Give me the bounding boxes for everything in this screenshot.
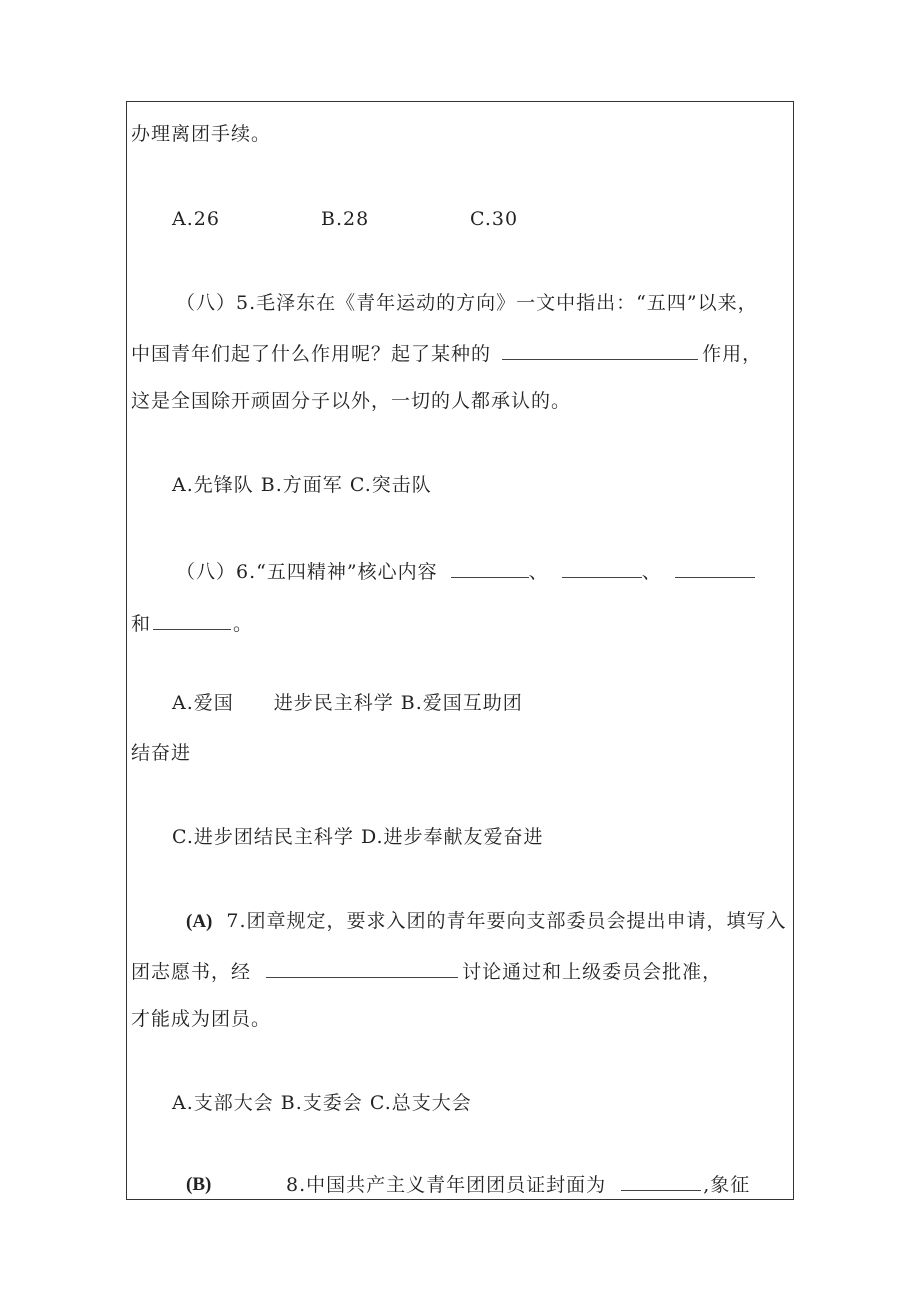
q7-line2-text: 团志愿书，经 [131,961,252,983]
q4-tail: 办理离团手续。 [131,123,272,145]
q6-blank-1 [451,559,529,578]
q6-prefix: （八） [176,561,237,583]
q8-tail: ,象征 [703,1174,751,1196]
q6-option-a-rest: 进步民主科学 B.爱国互助团 [273,692,523,714]
q6-line2-tail: 。 [233,613,254,635]
q5-line1 [176,291,758,315]
q8-line1 [186,1172,211,1197]
q6-line2 [131,611,253,636]
q5-prefix: （八） [176,292,237,314]
q8-answer: (B) [186,1174,212,1195]
q6-separator: 、 [641,561,662,583]
q7-options: A.支部大会 B.支委会 C.总支大会 [172,1092,472,1114]
q8-blank [621,1172,701,1191]
q7-answer: (A) [186,911,213,932]
document-frame [126,101,794,1200]
q7-line1 [186,909,787,934]
q6-options-line3: C.进步团结民主科学 D.进步奉献友爱奋进 [172,826,544,848]
q5-line2-tail: 作用， [702,343,763,365]
q6-blank-2 [562,559,642,578]
q7-line2 [131,959,722,984]
q7-line2-tail: 讨论通过和上级委员会批准， [462,961,723,983]
q7-stem: 7.团章规定，要求入团的青年要向支部委员会提出申请，填写入 [226,910,787,932]
q5-line3: 这是全国除开顽固分子以外，一切的人都承认的。 [131,390,572,412]
q4-option-a: A.26 [172,208,220,230]
q5-blank [502,341,698,360]
q5-line2 [131,341,762,366]
q6-line2-text: 和 [131,613,152,635]
q5-options: A.先锋队 B.方面军 C.突击队 [172,474,432,496]
q8-stem: 8.中国共产主义青年团团员证封面为 [286,1174,607,1196]
q6-blank-4 [153,611,231,630]
q6-options-line2: 结奋进 [131,742,192,764]
q6-option-a-text: A.爱国 [172,692,234,714]
q5-line2-text: 中国青年们起了什么作用呢？起了某种的 [131,343,492,365]
q7-blank [266,959,458,978]
q6-blank-3 [675,559,755,578]
q7-line3: 才能成为团员。 [131,1008,272,1030]
q6-separator: 、 [528,561,549,583]
q5-stem: 5.毛泽东在《青年运动的方向》一文中指出：“五四”以来， [236,292,758,314]
q6-line1 [176,559,755,584]
q4-option-b: B.28 [321,208,370,230]
q8-stem-line [286,1172,750,1197]
q6-stem: 6.“五四精神”核心内容 [236,561,438,583]
q6-options-line1 [172,691,523,715]
q4-option-c: C.30 [470,208,519,230]
